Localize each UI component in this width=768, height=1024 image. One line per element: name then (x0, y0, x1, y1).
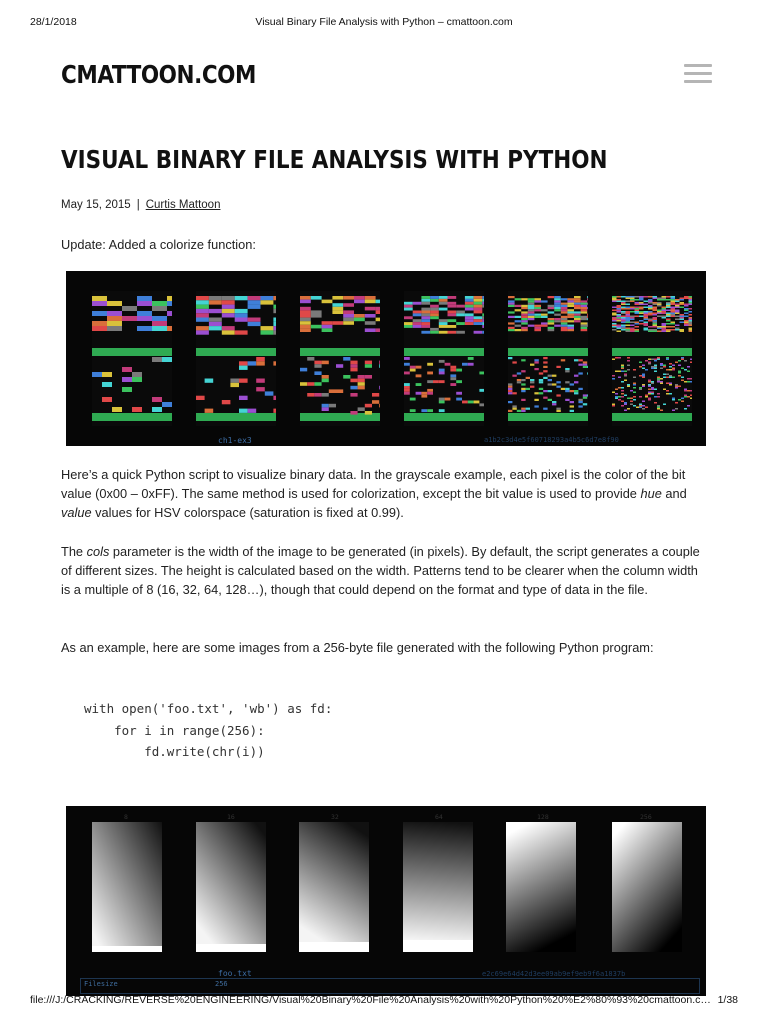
print-header (30, 16, 738, 32)
column-label-5: 128 (537, 813, 549, 821)
info-key: Filesize (84, 980, 118, 988)
grayscale-panel (299, 822, 369, 952)
column-label-4: 64 (435, 813, 443, 821)
column-label-2: 16 (227, 813, 235, 821)
grayscale-panel (612, 822, 682, 952)
post-date: May 15, 2015 (61, 199, 131, 211)
update-text: Update: Added a colorize function: (61, 237, 256, 252)
colorized-panel (92, 291, 172, 426)
author-link[interactable]: Curtis Mattoon (145, 199, 221, 211)
print-date: 28/1/2018 (30, 16, 77, 28)
column-label-6: 256 (640, 813, 652, 821)
colorized-panel (612, 291, 692, 426)
example-paragraph: As an example, here are some images from a 256-byte file generated with the following Python program: (61, 640, 654, 655)
figure2-hash: e2c69e64d42d3ee09ab9ef9eb9f6a1837b (482, 970, 626, 978)
intro-paragraph: Here’s a quick Python script to visualize binary data. In the grayscale example, each pixel is the color of the bit value (0x00 – 0xFF). The same method is used for colorization, except the bit value is used to provide hue and value values for HSV colorspace (saturation is fixed at 0.99). (61, 467, 687, 521)
column-label-3: 32 (331, 813, 339, 821)
post-meta (61, 199, 220, 211)
meta-separator: | (136, 199, 140, 211)
grayscale-panel (196, 822, 266, 952)
colorized-panel (404, 291, 484, 426)
cols-paragraph: The cols parameter is the width of the image to be generated (in pixels). By default, the script generates a couple of different sizes. The height is calculated based on the width. Patterns tend to be clearer when the column width is a multiple of 8 (16, 32, 64, 128…), though that could depend on the format and type of data in the file. (61, 544, 700, 598)
colorized-panel (508, 291, 588, 426)
colorized-panel (196, 291, 276, 426)
colorized-panel (300, 291, 380, 426)
hamburger-menu-icon[interactable] (684, 64, 712, 86)
grayscale-visualization-figure (66, 806, 706, 996)
info-value: 256 (215, 980, 228, 988)
print-page-number: 1/38 (717, 994, 738, 1006)
grayscale-panel (403, 822, 473, 952)
file-info-table (80, 978, 700, 994)
grayscale-panel (506, 822, 576, 952)
post-title: VISUAL BINARY FILE ANALYSIS WITH PYTHON (61, 145, 608, 174)
figure2-filename: foo.txt (218, 969, 252, 978)
colorized-visualization-figure (66, 271, 706, 446)
print-url: file:///J:/CRACKING/REVERSE%20ENGINEERING/Visual%20Binary%20File%20Analysis%20with%20Python%20%E2%80%93%20cmattoon.c… (30, 994, 711, 1006)
figure1-filename: ch1-ex3 (218, 436, 252, 445)
site-logo[interactable]: CMATTOON.COM (61, 60, 256, 89)
grayscale-panel (92, 822, 162, 952)
column-label-1: 8 (124, 813, 128, 821)
code-block: with open('foo.txt', 'wb') as fd: for i in range(256): fd.write(chr(i)) (84, 701, 333, 759)
figure1-hash: a1b2c3d4e5f60718293a4b5c6d7e8f90 (484, 436, 619, 444)
print-footer (30, 994, 738, 1008)
print-page-title: Visual Binary File Analysis with Python – cmattoon.com (255, 16, 513, 28)
